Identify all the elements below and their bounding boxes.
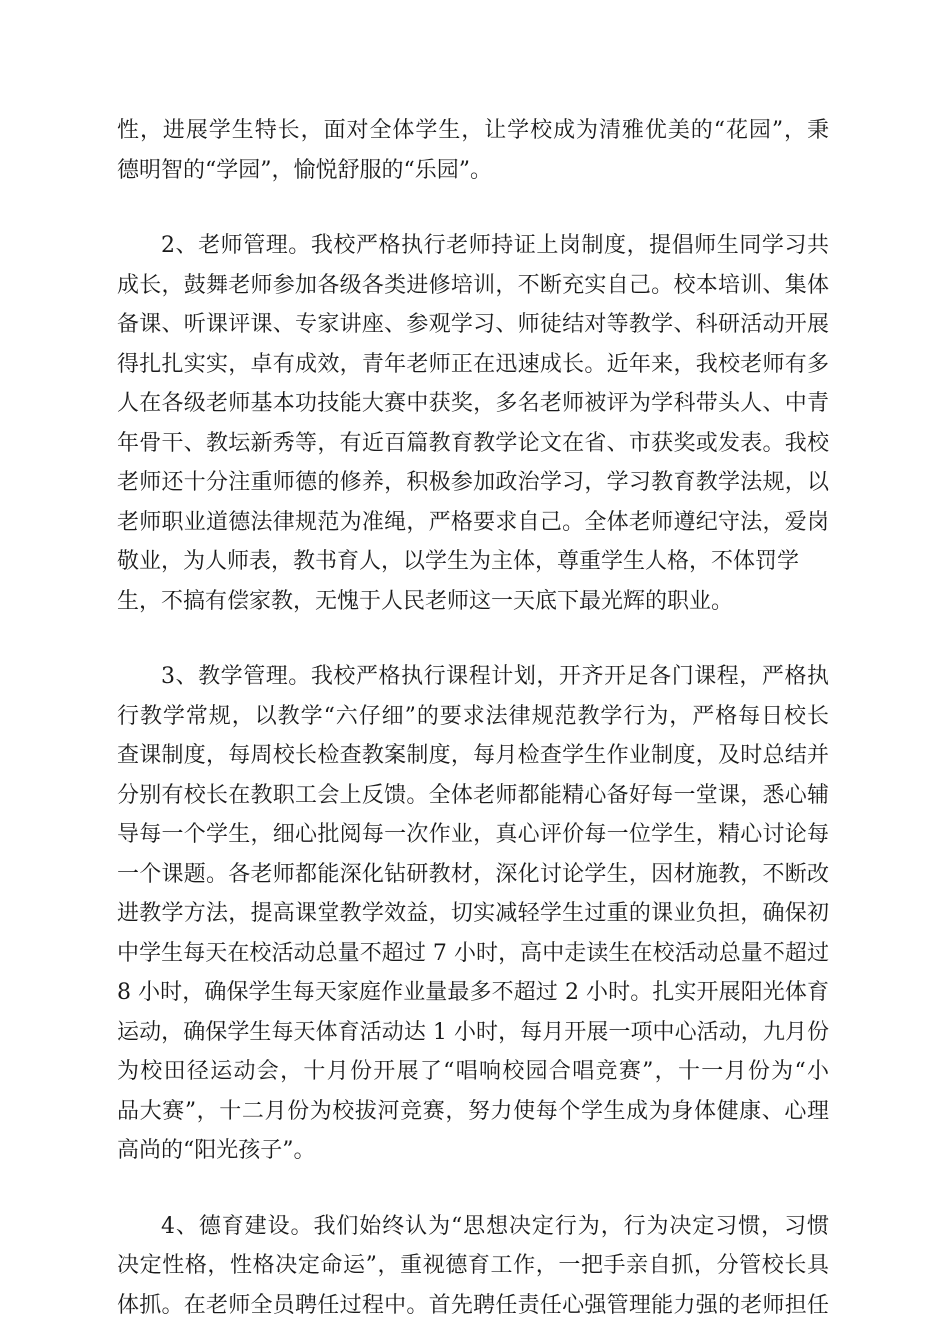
paragraph-line: 成长，鼓舞老师参加各级各类进修培训，不断充实自己。校本培训、集体 [117, 272, 829, 298]
paragraph-line: 体抓。在老师全员聘任过程中。首先聘任责任心强管理能力强的老师担任 [117, 1292, 829, 1318]
paragraph-line: 3、教学管理。我校严格执行课程计划，开齐开足各门课程，严格执 [161, 664, 829, 689]
paragraph-line: 德明智的“学园”，愉悦舒服的“乐园”。 [117, 157, 492, 183]
paragraph-line: 分别有校长在教职工会上反馈。全体老师都能精心备好每一堂课，悉心辅 [117, 782, 829, 808]
paragraph-line: 行教学常规，以教学“六仔细”的要求法律规范教学行为，严格每日校长 [117, 703, 829, 729]
paragraph-line: 生，不搞有偿家教，无愧于人民老师这一天底下最光辉的职业。 [117, 588, 734, 614]
paragraph-line: 老师还十分注重师德的修养，积极参加政治学习，学习教育教学法规，以 [117, 470, 829, 495]
paragraph-1 [117, 111, 829, 190]
paragraph-teaching-management [117, 657, 829, 1171]
paragraph-line: 2、老师管理。我校严格执行老师持证上岗制度，提倡师生同学习共 [161, 233, 829, 258]
paragraph-moral-education [117, 1207, 829, 1326]
paragraph-line: 为校田径运动会，十月份开展了“唱响校园合唱竞赛”，十一月份为“小 [117, 1059, 829, 1084]
paragraph-line: 敬业，为人师表，教书育人，以学生为主体，尊重学生人格，不体罚学 [117, 549, 800, 574]
paragraph-line: 品大赛”，十二月份为校拔河竞赛，努力使每个学生成为身体健康、心理 [117, 1098, 829, 1124]
paragraph-line: 人在各级老师基本功技能大赛中获奖，多名老师被评为学科带头人、中青 [117, 391, 829, 416]
paragraph-teacher-management [117, 226, 829, 621]
paragraph-line: 4、德育建设。我们始终认为“思想决定行为，行为决定习惯，习惯 [161, 1213, 829, 1239]
paragraph-line: 导每一个学生，细心批阅每一次作业，真心评价每一位学生，精心讨论每 [117, 822, 829, 847]
paragraph-line: 备课、听课评课、专家讲座、参观学习、师徒结对等教学、科研活动开展 [117, 312, 829, 337]
paragraph-line: 运动，确保学生每天体育活动达 1 小时，每月开展一项中心活动，九月份 [117, 1019, 829, 1045]
paragraph-line: 高尚的“阳光孩子”。 [117, 1138, 316, 1163]
paragraph-line: 性，进展学生特长，面对全体学生，让学校成为清雅优美的“花园”，秉 [117, 118, 829, 143]
paragraph-line: 一个课题。各老师都能深化钻研教材，深化讨论学生，因材施教，不断改 [117, 861, 829, 887]
paragraph-line: 进教学方法，提高课堂教学效益，切实减轻学生过重的课业负担，确保初 [117, 901, 829, 926]
paragraph-line: 决定性格，性格决定命运”，重视德育工作，一把手亲自抓，分管校长具 [117, 1253, 829, 1278]
paragraph-line: 中学生每天在校活动总量不超过 7 小时，高中走读生在校活动总量不超过 [117, 940, 829, 966]
paragraph-line: 8 小时，确保学生每天家庭作业量最多不超过 2 小时。扎实开展阳光体育 [117, 980, 829, 1005]
paragraph-line: 年骨干、教坛新秀等，有近百篇教育教学论文在省、市获奖或发表。我校 [117, 430, 829, 456]
document-body [117, 111, 829, 1325]
paragraph-line: 老师职业道德法律规范为准绳，严格要求自己。全体老师遵纪守法，爱岗 [117, 509, 829, 535]
paragraph-line: 得扎扎实实，卓有成效，青年老师正在迅速成长。近年来，我校老师有多 [117, 351, 829, 377]
paragraph-line: 查课制度，每周校长检查教案制度，每月检查学生作业制度，及时总结并 [117, 743, 829, 768]
